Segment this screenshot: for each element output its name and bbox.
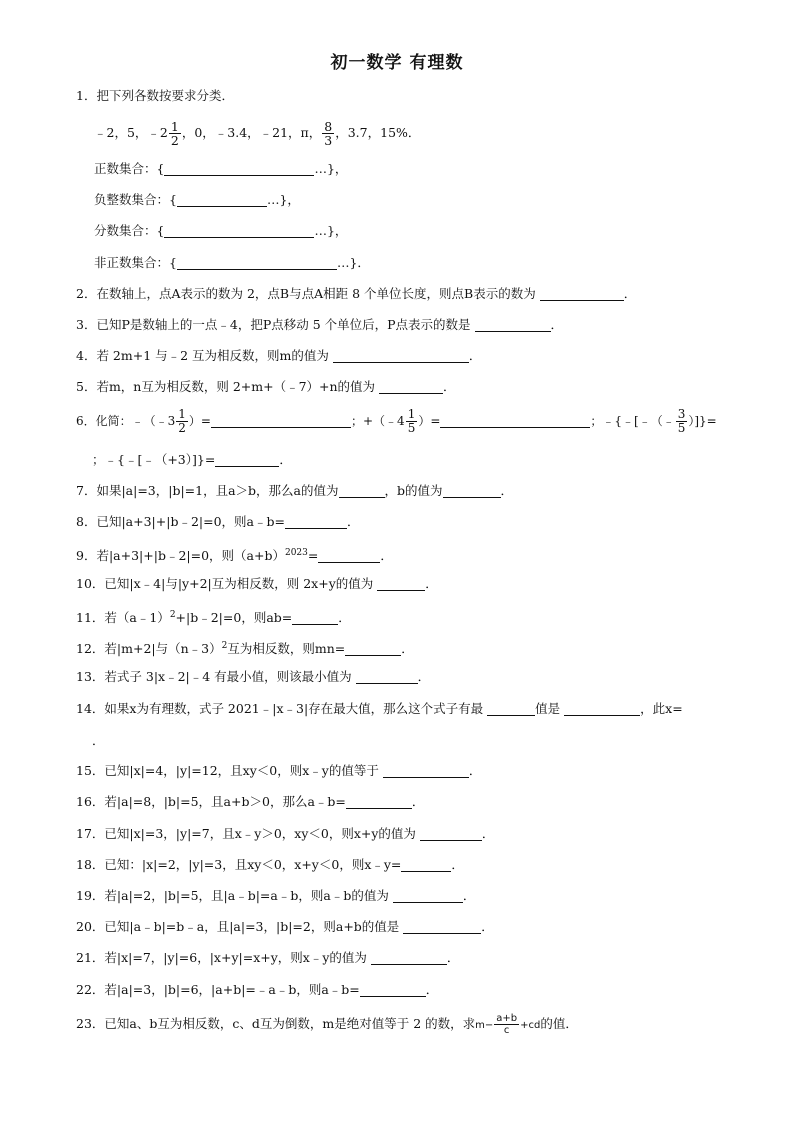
question-20: 20．已知|a﹣b|=b﹣a，且|a|=3，|b|=2，则a+b的值是 ． bbox=[76, 919, 494, 934]
question-11: 11．若（a﹣1）$^2$+|b﹣2|=0，则ab= ． bbox=[76, 610, 351, 626]
fraction-a-plus-b-over-c: $\frac{a+b}{c}$ bbox=[496, 1013, 518, 1036]
answer-blank[interactable] bbox=[164, 162, 314, 176]
question-6: 6．化简：﹣（﹣3 $\frac{1}{2}$ ）= ；+（﹣4 $\frac{1}{5}$ ）= ；﹣{﹣[﹣（﹣ $\frac{3}{5}$ ）]}= bbox=[76, 407, 717, 435]
question-5: 5．若m，n互为相反数，则 2+m+（﹣7）+n的值为 ． bbox=[76, 379, 456, 394]
question-7: 7．如果|a|=3，|b|=1，且a＞b，那么a的值为 ，b的值为 ． bbox=[76, 483, 514, 498]
non-positive-set-line: 非正数集合：{ …}． bbox=[94, 255, 370, 270]
question-14: 14．如果x为有理数，式子 2021﹣|x﹣3|存在最大值，那么这个式子有最 值是 ，此x= bbox=[76, 701, 683, 716]
question-14-line-2: ． bbox=[92, 733, 105, 748]
fraction-1-2: $\frac{1}{2}$ bbox=[170, 119, 179, 148]
answer-blank[interactable] bbox=[564, 702, 640, 716]
question-18: 18．已知：|x|=2，|y|=3，且xy＜0，x+y＜0，则x﹣y= ． bbox=[76, 857, 464, 872]
answer-blank[interactable] bbox=[475, 318, 551, 332]
fraction: $\frac{3}{5}$ bbox=[677, 407, 686, 435]
question-21: 21．若|x|=7，|y|=6，|x+y|=x+y，则x﹣y的值为 ． bbox=[76, 950, 460, 965]
question-17: 17．已知|x|=3，|y|=7，且x﹣y＞0，xy＜0，则x+y的值为 ． bbox=[76, 826, 495, 841]
answer-blank[interactable] bbox=[383, 764, 469, 778]
answer-blank[interactable] bbox=[443, 484, 501, 498]
fraction: $\frac{1}{2}$ bbox=[178, 407, 186, 435]
answer-blank[interactable] bbox=[215, 453, 279, 467]
fraction: $\frac{1}{5}$ bbox=[407, 407, 416, 435]
answer-blank[interactable] bbox=[403, 920, 481, 934]
answer-blank[interactable] bbox=[356, 670, 418, 684]
question-12: 12．若|m+2|与（n﹣3）$^2$互为相反数，则mn= ． bbox=[76, 641, 414, 657]
answer-blank[interactable] bbox=[379, 380, 443, 394]
answer-blank[interactable] bbox=[377, 577, 425, 591]
page-title: 初一数学 有理数 bbox=[330, 53, 464, 73]
answer-blank[interactable] bbox=[371, 951, 447, 965]
answer-blank[interactable] bbox=[440, 414, 590, 428]
question-3: 3．已知P是数轴上的一点﹣4，把P点移动 5 个单位后，P点表示的数是 ． bbox=[76, 317, 564, 332]
answer-blank[interactable] bbox=[285, 515, 347, 529]
answer-blank[interactable] bbox=[339, 484, 385, 498]
answer-blank[interactable] bbox=[292, 611, 338, 625]
question-22: 22．若|a|=3，|b|=6，|a+b|=﹣a﹣b，则a﹣b= ． bbox=[76, 982, 439, 997]
question-19: 19．若|a|=2，|b|=5，且|a﹣b|=a﹣b，则a﹣b的值为 ． bbox=[76, 888, 476, 903]
answer-blank[interactable] bbox=[177, 256, 337, 270]
question-1-number-list: ﹣2，5，﹣2 $\frac{1}{2}$ ，0，﹣3.4，﹣21，π， $\frac{8}{3}$ ，3.7，15%． bbox=[94, 119, 421, 148]
question-15: 15．已知|x|=4，|y|=12，且xy＜0，则x﹣y的值等于 ． bbox=[76, 763, 482, 778]
answer-blank[interactable] bbox=[540, 287, 624, 301]
answer-blank[interactable] bbox=[420, 827, 482, 841]
question-16: 16．若|a|=8，|b|=5，且a+b＞0，那么a﹣b= ． bbox=[76, 794, 425, 809]
answer-blank[interactable] bbox=[401, 858, 451, 872]
negative-integer-set-line: 负整数集合：{ …}， bbox=[94, 192, 300, 207]
question-10: 10．已知|x﹣4|与|y+2|互为相反数，则 2x+y的值为 ． bbox=[76, 576, 438, 591]
answer-blank[interactable] bbox=[346, 795, 412, 809]
question-23: 23．已知a、b互为相反数，c、d互为倒数，m是绝对值等于 2 的数，求m− $\frac{a+b}{c}$ +cd的值． bbox=[76, 1013, 578, 1036]
answer-blank[interactable] bbox=[487, 702, 535, 716]
positive-set-line: 正数集合：{ …}， bbox=[94, 161, 348, 176]
answer-blank[interactable] bbox=[211, 414, 351, 428]
answer-blank[interactable] bbox=[360, 983, 426, 997]
answer-blank[interactable] bbox=[177, 193, 267, 207]
answer-blank[interactable] bbox=[345, 642, 401, 656]
fraction-8-3: $\frac{8}{3}$ bbox=[324, 119, 333, 148]
question-6-line-2: ；﹣{﹣[﹣（+3）]}= ． bbox=[92, 452, 292, 467]
answer-blank[interactable] bbox=[393, 889, 463, 903]
question-9: 9．若|a+3|+|b﹣2|=0，则$(a+b)^{2023}=$ ． bbox=[76, 548, 393, 564]
question-1-stem: 1．把下列各数按要求分类． bbox=[76, 88, 234, 103]
fraction-set-line: 分数集合：{ …}， bbox=[94, 223, 348, 238]
question-4: 4．若 2m+1 与﹣2 互为相反数，则m的值为 ． bbox=[76, 348, 482, 363]
answer-blank[interactable] bbox=[318, 549, 380, 563]
question-2: 2．在数轴上，点A表示的数为 2，点B与点A相距 8 个单位长度，则点B表示的数为 ． bbox=[76, 286, 637, 301]
answer-blank[interactable] bbox=[164, 224, 314, 238]
answer-blank[interactable] bbox=[333, 349, 469, 363]
question-8: 8．已知|a+3|+|b﹣2|=0，则a﹣b= ． bbox=[76, 514, 360, 529]
question-13: 13．若式子 3|x﹣2|﹣4 有最小值，则该最小值为 ． bbox=[76, 669, 431, 684]
